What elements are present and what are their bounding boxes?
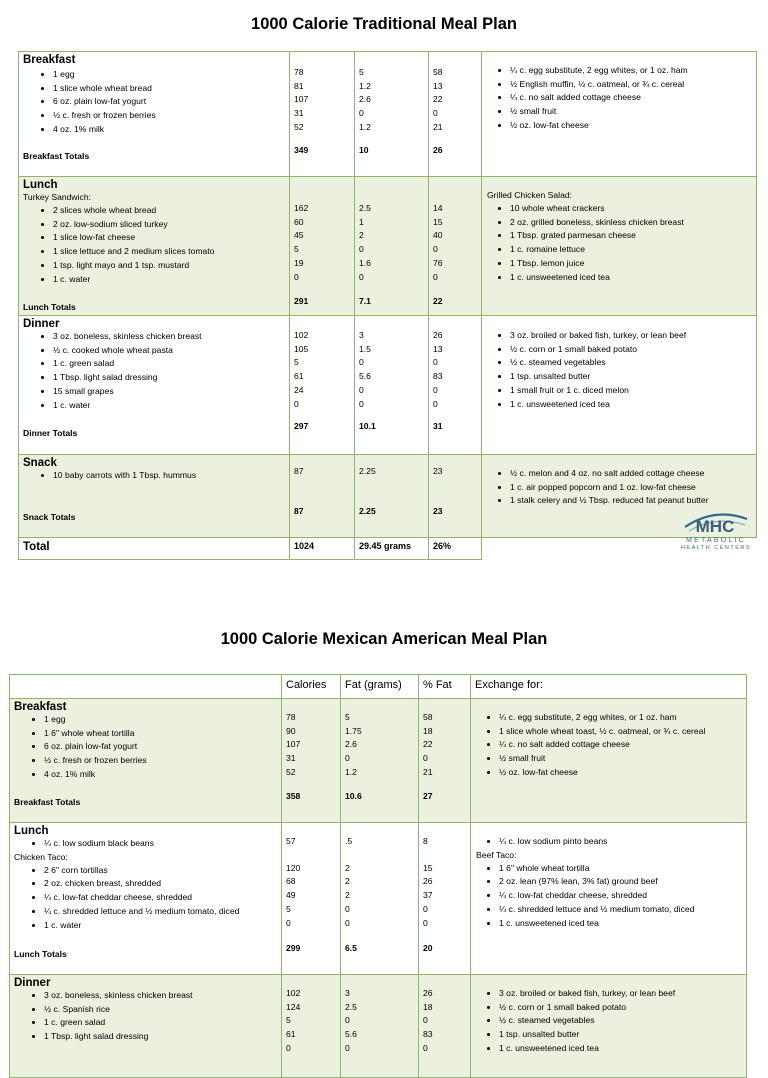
plan1-snack-items (19, 469, 289, 483)
value-cell: 22 (433, 94, 443, 105)
plan1-snack-exchange (482, 467, 756, 508)
value-cell: 0 (433, 244, 438, 255)
list-item: • 1 c. unsweetened iced tea (499, 917, 746, 931)
total-fat: 29.45 grams (355, 538, 429, 560)
plan1-dinner-exchange (482, 329, 756, 411)
plan2-lunch-items (10, 864, 281, 933)
list-item: • ½ small fruit (510, 105, 756, 119)
dinner-total-fat: 10.1 (359, 421, 376, 431)
value-cell: 5.6 (345, 1029, 357, 1040)
plan2-breakfast-items (10, 713, 281, 782)
value-cell: 58 (423, 712, 433, 722)
plan2-dinner-pct (423, 987, 470, 1056)
list-item: • 1 c. unsweetened iced tea (510, 398, 756, 412)
value-cell: 26 (423, 876, 433, 887)
list-item: • 1 slice whole wheat bread (53, 82, 289, 96)
value-cell: 14 (433, 203, 443, 213)
logo-mark: MHC (695, 517, 735, 536)
lunch2-exchange-sub: Beef Taco: (476, 849, 517, 860)
value-cell: 0 (286, 1042, 291, 1053)
plan1-dinner-fat (359, 329, 428, 411)
value-cell: 31 (294, 108, 304, 119)
value-cell: 0 (423, 903, 428, 914)
list-item: • 4 oz. 1% milk (53, 123, 289, 137)
breakfast-total-calories: 349 (294, 145, 309, 155)
value-cell: 15 (433, 216, 443, 227)
logo-main-text: METABOLIC (686, 537, 746, 544)
plan1-dinner-calories (294, 329, 354, 411)
list-item: • 2 6" corn tortillas (44, 864, 281, 878)
value-cell: 0 (433, 357, 438, 368)
value-cell: 1 (359, 216, 364, 227)
list-item: • 3 oz. broiled or baked fish, turkey, or lean beef (499, 987, 746, 1001)
plan1-lunch-items (19, 204, 289, 286)
value-cell: 0 (294, 271, 299, 282)
header-pct: % Fat (419, 675, 471, 699)
list-item: • 1 c. romaine lettuce (510, 243, 756, 257)
value-cell: 5 (294, 244, 299, 255)
value-cell: 81 (294, 80, 304, 91)
plan1-breakfast-exchange (482, 64, 756, 133)
value-cell: 1.2 (359, 121, 371, 132)
value-cell: 162 (294, 203, 309, 213)
plan2-dinner-row (10, 975, 747, 1078)
list-item: • 4 oz. 1% milk (44, 768, 281, 782)
value-cell: 18 (423, 725, 433, 736)
lunch2-pre-pct: 8 (423, 836, 428, 846)
lunch2-pre-calories: 57 (286, 836, 296, 846)
value-cell: 0 (359, 244, 364, 255)
value-cell: 2.5 (359, 203, 371, 213)
value-cell: 5.6 (359, 371, 371, 382)
lunch-label: Lunch (23, 179, 58, 191)
snack-label: Snack (23, 457, 57, 469)
list-item: • 2 oz. grilled boneless, skinless chicken breast (510, 216, 756, 230)
value-cell: 0 (433, 271, 438, 282)
breakfast-total-fat: 10 (359, 145, 369, 155)
value-cell: 0 (345, 753, 350, 764)
header-fat: Fat (grams) (341, 675, 419, 699)
value-cell: 0 (359, 398, 364, 409)
list-item: • ¼ c. low sodium black beans (44, 837, 281, 851)
value-cell: 1.2 (359, 80, 371, 91)
total-pct: 26% (429, 538, 482, 560)
breakfast2-total-fat: 10.6 (345, 791, 362, 801)
logo-sub-text: HEALTH CENTERS (680, 545, 752, 551)
value-cell: 3 (359, 330, 364, 340)
lunch2-pre-fat: .5 (345, 836, 353, 846)
value-cell: 107 (286, 739, 301, 750)
snack-totals-label: Snack Totals (23, 512, 76, 522)
list-item: • 2 oz. lean (97% lean, 3% fat) ground beef (499, 875, 746, 889)
list-item: • ½ c. fresh or frozen berries (53, 109, 289, 123)
plan2-dinner-items (10, 989, 281, 1044)
value-cell: 102 (294, 330, 309, 340)
list-item: • 10 baby carrots with 1 Tbsp. hummus (53, 469, 289, 483)
plan2-lunch-calories (286, 862, 340, 931)
list-item: • 1 c. green salad (44, 1016, 281, 1030)
value-cell: 0 (433, 108, 438, 119)
lunch2-total-calories: 299 (286, 943, 301, 953)
list-item: • 1 6" whole wheat tortilla (499, 862, 746, 876)
list-item: • 1 stalk celery and ½ Tbsp. reduced fat peanut butter (510, 494, 756, 508)
value-cell: 83 (423, 1029, 433, 1040)
plan1-breakfast-fat (359, 66, 428, 135)
list-item: • 1 c. water (44, 919, 281, 933)
total-label: Total (19, 538, 290, 560)
value-cell: 0 (345, 917, 350, 928)
value-cell: 60 (294, 216, 304, 227)
value-cell: 78 (286, 712, 296, 722)
lunch-total-pct: 22 (433, 296, 443, 306)
value-cell: 0 (433, 398, 438, 409)
value-cell: 52 (286, 766, 296, 777)
value-cell: 0 (345, 903, 350, 914)
value-cell: 5 (345, 712, 350, 722)
value-cell: 2.6 (359, 94, 371, 105)
list-item: • ½ oz. low-fat cheese (510, 119, 756, 133)
value-cell: 22 (423, 739, 433, 750)
list-item: • 1 slice whole wheat toast, ½ c. oatmeal, or ¾ c. cereal (499, 725, 746, 739)
plan1-breakfast-row (19, 52, 757, 177)
list-item: • ½ c. fresh or frozen berries (44, 754, 281, 768)
plan1-snack-row (19, 455, 757, 538)
plan1-total-row (19, 538, 757, 560)
value-cell: 61 (286, 1029, 296, 1040)
plan2-dinner-exchange (471, 987, 746, 1056)
value-cell: 18 (423, 1001, 433, 1012)
list-item: • ½ oz. low-fat cheese (499, 766, 746, 780)
plan1-lunch-fat (359, 202, 428, 284)
plan2-lunch-row (10, 823, 747, 975)
list-item: • 1 6" whole wheat tortilla (44, 727, 281, 741)
value-cell: 1.2 (345, 766, 357, 777)
list-item: • ½ c. steamed vegetables (499, 1014, 746, 1028)
list-item: • ½ c. Spanish rice (44, 1003, 281, 1017)
value-cell: 19 (294, 257, 304, 268)
dinner-totals-label: Dinner Totals (23, 428, 78, 438)
plan1-title: 1000 Calorie Traditional Meal Plan (251, 15, 517, 33)
plan2-table (9, 674, 747, 1078)
value-cell: 1.75 (345, 725, 362, 736)
plan2-lunch-pre-items (10, 837, 281, 851)
value-cell: 2.5 (345, 1001, 357, 1012)
value-cell: 40 (433, 230, 443, 241)
lunch2-totals-label: Lunch Totals (14, 949, 67, 959)
value-cell: 15 (423, 862, 433, 873)
plan2-breakfast-calories (286, 711, 340, 780)
value-cell: 0 (433, 384, 438, 395)
value-cell: 0 (359, 384, 364, 395)
lunch-total-fat: 7.1 (359, 296, 371, 306)
list-item: • ½ c. corn or 1 small baked potato (499, 1001, 746, 1015)
list-item: • 1 tsp. light mayo and 1 tsp. mustard (53, 259, 289, 273)
plan2-breakfast-row (10, 699, 747, 823)
plan1-lunch-calories (294, 202, 354, 284)
breakfast2-total-pct: 27 (423, 791, 433, 801)
dinner-label: Dinner (23, 318, 60, 330)
value-cell: 58 (433, 67, 443, 77)
list-item: • ½ small fruit (499, 752, 746, 766)
value-cell: 2 (345, 890, 350, 901)
plan2-dinner-fat (345, 987, 418, 1056)
value-cell: 0 (423, 1042, 428, 1053)
value-cell: 45 (294, 230, 304, 241)
list-item: • 1 small fruit or 1 c. diced melon (510, 384, 756, 398)
value-cell: 0 (359, 271, 364, 282)
list-item: • ¼ c. egg substitute, 2 egg whites, or 1 oz. ham (499, 711, 746, 725)
plan1-breakfast-calories (294, 66, 354, 135)
value-cell: 83 (433, 371, 443, 382)
list-item: • ¼ c. no salt added cottage cheese (510, 91, 756, 105)
list-item: • ½ English muffin, ½ c. oatmeal, or ¾ c. cereal (510, 78, 756, 92)
list-item: • ½ c. cooked whole wheat pasta (53, 344, 289, 358)
plan2-breakfast-fat (345, 711, 418, 780)
value-cell: 1.6 (359, 257, 371, 268)
value-cell: 124 (286, 1001, 301, 1012)
plan2-lunch-exchange (471, 862, 746, 931)
value-cell: 13 (433, 343, 443, 354)
value-cell: 68 (286, 876, 296, 887)
value-cell: 76 (433, 257, 443, 268)
value-cell: 0 (423, 753, 428, 764)
value-cell: 102 (286, 988, 301, 998)
list-item: • 3 oz. broiled or baked fish, turkey, or lean beef (510, 329, 756, 343)
list-item: • 3 oz. boneless, skinless chicken breast (44, 989, 281, 1003)
plan2-breakfast-pct (423, 711, 470, 780)
value-cell: 3 (345, 988, 350, 998)
list-item: • 1 egg (44, 713, 281, 727)
snack-total-pct: 23 (433, 506, 443, 516)
value-cell: 0 (423, 1015, 428, 1026)
plan1-snack-fat (359, 465, 428, 479)
plan2-lunch-pct (423, 862, 470, 931)
list-item: • 2 slices whole wheat bread (53, 204, 289, 218)
value-cell: 0 (423, 917, 428, 928)
list-item: • 1 Tbsp. light salad dressing (44, 1030, 281, 1044)
plan1-table (18, 51, 757, 560)
list-item: • 1 c. air popped popcorn and 1 oz. low-fat cheese (510, 481, 756, 495)
list-item: • 1 Tbsp. lemon juice (510, 257, 756, 271)
list-item: • 1 tsp. unsalted butter (510, 370, 756, 384)
breakfast2-totals-label: Breakfast Totals (14, 797, 81, 807)
logo-text (676, 537, 756, 552)
list-item: • 1 c. green salad (53, 357, 289, 371)
value-cell: 0 (345, 1015, 350, 1026)
value-cell: 5 (294, 357, 299, 368)
value-cell: 26 (423, 988, 433, 998)
plan1-breakfast-pct (433, 66, 481, 135)
plan1-lunch-exchange (482, 202, 756, 284)
value-cell: 5 (359, 67, 364, 77)
value-cell: 31 (286, 753, 296, 764)
value-cell: 2 (359, 230, 364, 241)
lunch-total-calories: 291 (294, 296, 309, 306)
plan1-breakfast-items (19, 68, 289, 137)
value-cell: 2.6 (345, 739, 357, 750)
list-item: • 1 c. unsweetened iced tea (499, 1042, 746, 1056)
plan2-lunch-exchange-pre (471, 835, 746, 849)
list-item: • ¼ c. low sodium pinto beans (499, 835, 746, 849)
list-item: • ½ c. melon and 4 oz. no salt added cottage cheese (510, 467, 756, 481)
value-cell: 5 (286, 1015, 291, 1026)
plan1-lunch-pct (433, 202, 481, 284)
list-item: • 1 c. unsweetened iced tea (510, 271, 756, 285)
value-cell: 26 (433, 330, 443, 340)
value-cell: 2.25 (359, 466, 376, 476)
value-cell: 78 (294, 67, 304, 77)
list-item: • 10 whole wheat crackers (510, 202, 756, 216)
list-item: • 15 small grapes (53, 385, 289, 399)
snack-total-calories: 87 (294, 506, 304, 516)
value-cell: 2 (345, 862, 350, 873)
value-cell: 87 (294, 466, 304, 476)
value-cell: 0 (345, 1042, 350, 1053)
breakfast-label: Breakfast (23, 54, 76, 66)
header-exchange: Exchange for: (471, 675, 747, 699)
list-item: • ¼ c. shredded lettuce and ½ medium tomato, diced (499, 903, 746, 917)
list-item: • 1 slice lettuce and 2 medium slices tomato (53, 245, 289, 259)
value-cell: 5 (286, 903, 291, 914)
value-cell: 0 (286, 917, 291, 928)
dinner-total-calories: 297 (294, 421, 309, 431)
plan2-title: 1000 Calorie Mexican American Meal Plan (220, 630, 548, 648)
plan1-dinner-pct (433, 329, 481, 411)
list-item: • 1 tsp. unsalted butter (499, 1028, 746, 1042)
value-cell: 61 (294, 371, 304, 382)
lunch-totals-label: Lunch Totals (23, 302, 76, 312)
breakfast-totals-label: Breakfast Totals (23, 151, 90, 161)
value-cell: 23 (433, 466, 443, 476)
list-item: • 1 c. water (53, 273, 289, 287)
list-item: • ½ c. steamed vegetables (510, 356, 756, 370)
list-item: • ¼ c. egg substitute, 2 egg whites, or 1 oz. ham (510, 64, 756, 78)
lunch2-label: Lunch (14, 825, 49, 837)
list-item: • 1 egg (53, 68, 289, 82)
lunch-exchange-sub: Grilled Chicken Salad: (487, 190, 573, 200)
value-cell: 0 (359, 357, 364, 368)
value-cell: 49 (286, 890, 296, 901)
plan1-snack-calories (294, 465, 354, 479)
dinner2-label: Dinner (14, 977, 51, 989)
lunch-sub: Turkey Sandwich: (23, 192, 91, 202)
breakfast2-label: Breakfast (14, 701, 67, 713)
lunch2-total-fat: 6.5 (345, 943, 357, 953)
list-item: • 6 oz. plain low-fat yogurt (53, 95, 289, 109)
header-calories: Calories (282, 675, 341, 699)
plan2-header-row (10, 675, 747, 699)
dinner-total-pct: 31 (433, 421, 443, 431)
value-cell: 21 (423, 766, 433, 777)
value-cell: 105 (294, 343, 309, 354)
value-cell: 13 (433, 80, 443, 91)
list-item: • 1 slice low-fat cheese (53, 231, 289, 245)
list-item: • 1 Tbsp. grated parmesan cheese (510, 229, 756, 243)
list-item: • 6 oz. plain low-fat yogurt (44, 740, 281, 754)
list-item: • 3 oz. boneless, skinless chicken breast (53, 330, 289, 344)
lunch2-sub: Chicken Taco: (14, 851, 68, 862)
value-cell: 0 (294, 398, 299, 409)
value-cell: 1.5 (359, 343, 371, 354)
plan1-dinner-row (19, 316, 757, 455)
plan2-lunch-fat (345, 862, 418, 931)
value-cell: 2 (345, 876, 350, 887)
value-cell: 52 (294, 121, 304, 132)
plan1-snack-pct (433, 465, 481, 479)
plan1-dinner-items (19, 330, 289, 412)
list-item: • ¼ c. low-fat cheddar cheese, shredded (44, 891, 281, 905)
value-cell: 107 (294, 94, 309, 105)
total-calories: 1024 (290, 538, 355, 560)
snack-total-fat: 2.25 (359, 506, 376, 516)
list-item: • ½ c. corn or 1 small baked potato (510, 343, 756, 357)
plan2-dinner-calories (286, 987, 340, 1056)
list-item: • 2 oz. low-sodium sliced turkey (53, 218, 289, 232)
plan1-lunch-row (19, 177, 757, 316)
value-cell: 0 (359, 108, 364, 119)
list-item: • 2 oz. chicken breast, shredded (44, 877, 281, 891)
list-item: • ¼ c. shredded lettuce and ½ medium tomato, diced (44, 905, 281, 919)
lunch2-total-pct: 20 (423, 943, 433, 953)
value-cell: 24 (294, 384, 304, 395)
breakfast-total-pct: 26 (433, 145, 443, 155)
plan2-breakfast-exchange (471, 711, 746, 780)
list-item: • 1 c. water (53, 399, 289, 413)
value-cell: 120 (286, 862, 301, 873)
list-item: • ¼ c. low-fat cheddar cheese, shredded (499, 889, 746, 903)
list-item: • 1 Tbsp. light salad dressing (53, 371, 289, 385)
value-cell: 37 (423, 890, 433, 901)
value-cell: 90 (286, 725, 296, 736)
value-cell: 21 (433, 121, 443, 132)
breakfast2-total-calories: 358 (286, 791, 301, 801)
list-item: • ¼ c. no salt added cottage cheese (499, 738, 746, 752)
